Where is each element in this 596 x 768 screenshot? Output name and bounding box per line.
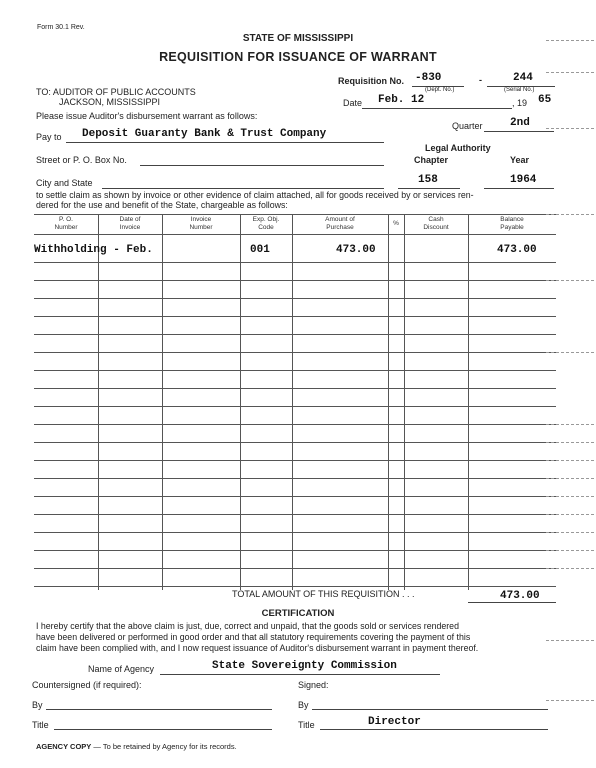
- col-header-cash-discount: Cash Discount: [423, 216, 449, 231]
- requisition-separator: -: [479, 75, 482, 85]
- countersigned-by-label: By: [32, 700, 43, 710]
- street-label: Street or P. O. Box No.: [36, 155, 127, 165]
- col-header-invoice-number: Invoice Number: [189, 216, 213, 231]
- pay-to-value: Deposit Guaranty Bank & Trust Company: [82, 128, 327, 140]
- city-state-line: [102, 188, 384, 189]
- signed-by-label: By: [298, 700, 309, 710]
- countersigned-title-label: Title: [32, 720, 49, 730]
- col-header-amount-of-purchase: Amount of Purchase: [325, 216, 355, 231]
- signed-label: Signed:: [298, 680, 329, 690]
- pay-to-line: [66, 142, 384, 143]
- legal-authority-label: Legal Authority: [425, 143, 491, 153]
- year-value: 65: [538, 94, 552, 106]
- serial-caption: (Serial No.): [504, 87, 535, 93]
- signed-title-line: [320, 729, 548, 730]
- col-header-balance-payable: Balance Payable: [500, 216, 524, 231]
- row-description: Withholding - Feb.: [34, 244, 153, 256]
- legal-year-label: Year: [510, 155, 530, 165]
- street-line: [140, 165, 384, 166]
- agency-label: Name of Agency: [88, 664, 155, 674]
- quarter-line: [484, 131, 554, 132]
- form-number: Form 30.1 Rev.: [37, 24, 85, 31]
- row-amount: 473.00: [336, 244, 376, 256]
- chapter-label: Chapter: [414, 155, 449, 165]
- claim-text-line-2: dered for the use and benefit of the State, chargeable as follows:: [36, 200, 288, 210]
- signed-by-line: [312, 709, 548, 710]
- state-heading: STATE OF MISSISSIPPI: [242, 33, 354, 44]
- agency-line: [160, 674, 440, 675]
- chapter-value: 158: [418, 174, 438, 186]
- city-state-label: City and State: [36, 178, 93, 188]
- please-issue-text: Please issue Auditor's disbursement warrant as follows:: [36, 111, 258, 121]
- chapter-line: [398, 188, 460, 189]
- row-exp-code: 001: [250, 244, 270, 256]
- countersigned-title-line: [54, 729, 272, 730]
- countersigned-by-line: [46, 709, 272, 710]
- signed-title-label: Title: [298, 720, 315, 730]
- date-label: Date: [343, 98, 363, 108]
- total-line: [468, 602, 556, 603]
- signed-title-value: Director: [368, 716, 421, 728]
- form-title: REQUISITION FOR ISSUANCE OF WARRANT: [159, 50, 437, 64]
- total-value: 473.00: [500, 590, 540, 602]
- col-header-percent: %: [393, 220, 399, 227]
- date-line: [362, 108, 512, 109]
- requisition-label: Requisition No.: [338, 76, 404, 86]
- pay-to-label: Pay to: [36, 132, 62, 142]
- quarter-label: Quarter: [452, 121, 483, 131]
- col-header-date-of-invoice: Date of Invoice: [119, 216, 141, 231]
- legal-year-line: [484, 188, 554, 189]
- certification-title: CERTIFICATION: [261, 608, 335, 619]
- certification-line-2: have been delivered or performed in good order and that all statutory requirements covering the payment of this: [36, 632, 471, 642]
- agency-value: State Sovereignty Commission: [212, 660, 397, 672]
- quarter-value: 2nd: [510, 117, 530, 129]
- date-value: Feb. 12: [378, 94, 425, 106]
- requisition-serial-value: 244: [513, 72, 533, 84]
- agency-copy-footer: AGENCY COPY — To be retained by Agency for its records.: [36, 742, 237, 751]
- countersigned-label: Countersigned (if required):: [32, 680, 142, 690]
- legal-year-value: 1964: [510, 174, 537, 186]
- to-line-2: JACKSON, MISSISSIPPI: [59, 97, 161, 107]
- dept-caption: (Dept. No.): [425, 87, 455, 93]
- total-label: TOTAL AMOUNT OF THIS REQUISITION . . .: [232, 589, 415, 599]
- col-header-po-number: P. O. Number: [54, 216, 78, 231]
- certification-line-3: claim have been complied with, and I now request issuance of Auditor's disbursement warrant in payment thereof.: [36, 643, 479, 653]
- row-balance: 473.00: [497, 244, 537, 256]
- col-header-exp-obj-code: Exp. Obj. Code: [252, 216, 280, 231]
- claim-text-line-1: to settle claim as shown by invoice or other evidence of claim attached, all for goods received by or services ren-: [36, 190, 474, 200]
- certification-line-1: I hereby certify that the above claim is just, due, correct and unpaid, that the goods sold or services rendered: [36, 621, 459, 631]
- requisition-dept-value: -830: [415, 72, 442, 84]
- year-prefix: , 19: [512, 98, 528, 108]
- to-line-1: TO: AUDITOR OF PUBLIC ACCOUNTS: [36, 87, 196, 97]
